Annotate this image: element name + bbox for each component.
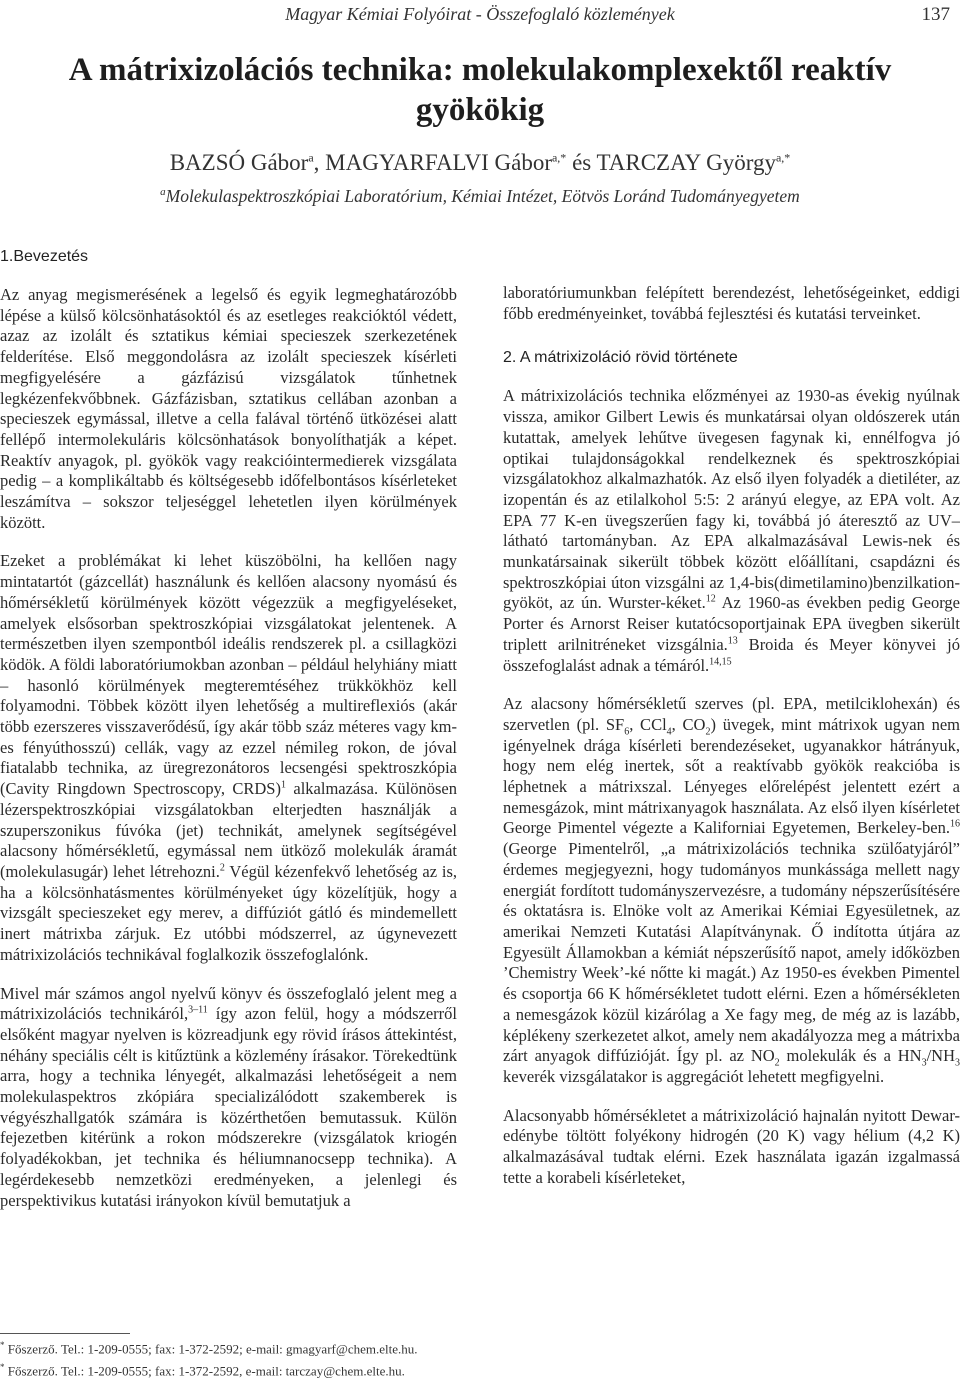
footnote-rule	[0, 1333, 130, 1334]
paragraph: Az alacsony hőmérsékletű szerves (pl. EPA, metilciklohexán) és szervetlen (pl. $SF_6$, CCl$_4$, $CO_2$) üvegek, mint mátrixok ugyan nem igényelnek drága kísérleti berendezéseket, ugyanakkor hátrányuk, hogy nem elég inertek, sőt a reaktívabb gyökök reakcióba is léphetnek a mátrixszal. Lényeges előrelépést jelentett ezért a nemesgázok, mint mátrixanyagok használata. Az első ilyen kísérletet George Pimentel végezte a Kaliforniai Egyetemen, Berkeley-ben.$^{16}$ (George Pimentelről, „a mátrixizolációs technika szülőatyjáról” érdemes megjegyezni, hogy tudományos munkássága mellett nagy energiát fordított tudományszervezésre, a tudomány népszerűsítésére és oktatásra is. Elnöke volt az Amerikai Kémiai Egyesületnek, az amerikai Nemzeti Kutatási Alapítványnak. Ő indította útjára az Egyesült Államokban a kémiát népszerűsítő napot, amely időközben ’Chemistry Week’-ké nőtte ki magát.) Az 1950-es években Pimentel és csoportja 66 K hőmérsékletet tudott elérni. Ezen a hőmérsékleten a nemesgázok közül kizárólag a Xe fagy meg, de még az is lazább, képlékeny szerkezetet alkot, amely nem akadályozza meg a mátrixba zárt anyagok diffúzióját. Így pl. az $NO_2$ molekulák és a $HN_3/NH_3$ keverék vizsgálatakor is aggregációt lehetett megfigyelni.	[503, 694, 960, 1086]
author-list	[0, 150, 960, 176]
citation: 12	[705, 593, 716, 605]
left-column	[0, 245, 457, 1211]
section-heading-introduction: 1.Bevezetés	[0, 248, 89, 265]
citation: 1	[280, 779, 286, 791]
article-title: A mátrixizolációs technika: molekulakomplexektől reaktív gyökökig	[68, 52, 892, 128]
affiliation-sup: a	[160, 186, 166, 199]
citation: 13	[727, 635, 738, 647]
footnote: * Főszerző. Tel.: 1-209-0555; fax: 1-372-2592, e-mail: tarczay@chem.elte.hu.	[0, 1362, 405, 1379]
paragraph: Ezeket a problémákat ki lehet küszöbölni, ha kellően nagy mintatartót (gázcellát) használunk és kellően alacsony nyomású és hőmérsékletű körülmények között végezzük a megfigyeléseket, amelyek elsősorban spektroszkópiai vizsgálatokat jelentenek. A természetben ilyen szempontból ideális rendszerek pl. a csillagközi ködök. A földi laboratóriumokban azonban – például helyhiány miatt – hasonló körülmények megteremtéséhez trükkökhöz kell folyamodni. Többek között ilyen lehetőség a multireflexiós (akár több ezerszeres visszaverődésű, így akár több száz méteres vagy km-es fényúthosszú) cellák, vagy az ezzel némileg rokon, de jóval fiatalabb technika, az üregrezonátoros lecsengési spektroszkópia (Cavity Ringdown Spectroscopy, CRDS)$^1$ alkalmazása. Különösen lézerspektroszkópiai vizsgálatokban elterjedten használják a szuperszonikus fúvóka (jet) technikát, amelynek segítségével alacsony hőmérsékletű, egymással nem ütköző molekulák áramát (molekulasugár) lehet létrehozni.$^2$ Végül kézenfekvő lehetőség az is, ha a kölcsönhatásmentes körülményeket úgy közelítjük, hogy a vizsgált specieszeket egy merev, a diffúziót gátló és mindemellett inert mátrixba zárjuk. Ez utóbbi módszerrel, az úgynevezett mátrixizolációs technikával foglalkozik összefoglalónk.	[0, 551, 458, 964]
author-tarczay: és TARCZAY György	[566, 150, 776, 175]
author-sup: a,*	[551, 150, 567, 165]
citation: 14,15	[709, 656, 732, 668]
section-heading-history: 2. A mátrixizoláció rövid története	[503, 349, 738, 367]
footnote: * Főszerző. Tel.: 1-209-0555; fax: 1-372-2592; e-mail: gmagyarf@chem.elte.hu.	[0, 1340, 418, 1357]
journal-name: Magyar Kémiai Folyóirat - Összefoglaló közlemények	[285, 4, 675, 24]
page-number: 137	[921, 4, 950, 25]
paragraph: Alacsonyabb hőmérsékletet a mátrixizoláció hajnalán nyitott Dewar-edénybe töltött folyékony hidrogén (20 K) vagy hélium (4,2 K) alkalmazásával tudtak elérni. Ezek használata igazán izgalmassá tette a korabeli kísérleteket,	[503, 1105, 960, 1187]
author-sup: a,*	[775, 150, 791, 165]
author-bazso: BAZSÓ Gábor	[169, 150, 309, 175]
paragraph: A mátrixizolációs technika előzményei az 1930-as évekig nyúlnak vissza, amikor Gilbert Lewis és munkatársai olyan oldószerek után kutattak, amelyek lehűtve üvegesen fagynak ki, ennélfogva jó optikai tulajdonságokkal rendelkeznek és spektroszkópiai vizsgálatokhoz alkalmazhatók. Az első ilyen folyadék a dietiléter, az izopentán és az etilalkohol 5:5: 2 arányú elegye, az EPA volt. Az EPA 77 K-en üvegszerűen fagy ki, továbbá jó áteresztő az UV–látható tartományban. Az EPA alkalmazásával Lewis-nek és munkatársainak sikerült többek között előállítani, csapdázni és spektroszkópiai úton vizsgálni az 1,4-bis(dimetilamino)benzilkation-gyököt, az ún. Wurster-kéket.$^{12}$ Az 1960-as években pedig George Porter és Arnorst Reiser kutatócsoportjainak EPA üvegben sikerült triplett arilnitréneket vizsgálnia.$^{13}$ Broida és Meyer könyvei jó összefoglalást adnak a témáról.$^{14,15}$	[503, 386, 960, 675]
citation: 2	[219, 862, 225, 874]
running-header	[0, 2, 960, 30]
footnotes	[0, 1333, 480, 1381]
paragraph: Az anyag megismerésének a legelső és egyik legmeghatározóbb lépése a külső kölcsönhatásoktól és az esetleges reakcióktól védett, azaz az izolált és sztatikus kémiai specieszek szerkezetének felderítése. Első meggondolásra az izolált specieszek kísérleti megfigyelésére a gázfázisú vizsgálatok tűnhetnek legkézenfekvőbbnek. Gázfázisban, sztatikus cellában azonban a specieszek egymással, illetve a cella falával történő ütközései alatt fellépő intermolekuláris kölcsönhatások bonyolíthatják a képet. Reaktív anyagok, pl. gyökök vagy reakcióintermedierek vizsgálata pedig – a komplikáltabb és költségesebb időfelbontásos kísérleteket leszámítva – sokszor teljeséggel lehetetlen ilyen körülmények között.	[0, 285, 457, 532]
paragraph: laboratóriumunkban felépített berendezést, lehetőségeinket, eddigi főbb eredményeinket, továbbá fejlesztési és kutatási terveinket.	[503, 283, 960, 323]
paragraph: Mivel már számos angol nyelvű könyv és összefoglaló jelent meg a mátrixizolációs technikáról,$^{3-11}$ így azon felül, hogy a módszerről elsőként magyar nyelven is közreadjunk egy rövid írásos áttekintést, néhány speciális célt is kitűztünk a közlemény írásakor. Törekedtünk arra, hogy a technika lényegét, alkalmazási lehetőségeit a nem molekulaspektros zkópiára specializálódott szakemberek is végyészhallgatók számára is közérthetően bemutassuk. Külön fejezetben kitérünk a rokon módszerekre (vizsgálatok kriogén folyadékokban, jet technika és héliumnanocsepp technika). A legérdekesebb nemzetközi eredményeken, a jelenlegi és perspektivikus kutatási irányokon kívül bemutatjuk a	[0, 983, 457, 1210]
affiliation-text: Molekulaspektroszkópiai Laboratórium, Kémiai Intézet, Eötvös Loránd Tudományegyetem	[165, 186, 800, 206]
author-sup: a	[308, 150, 314, 165]
author-magyarfalvi: , MAGYARFALVI Gábor	[313, 150, 552, 175]
right-column	[503, 283, 960, 1188]
citation: 3–11	[188, 1004, 208, 1016]
citation: 16	[950, 818, 960, 830]
affiliation	[0, 186, 960, 207]
